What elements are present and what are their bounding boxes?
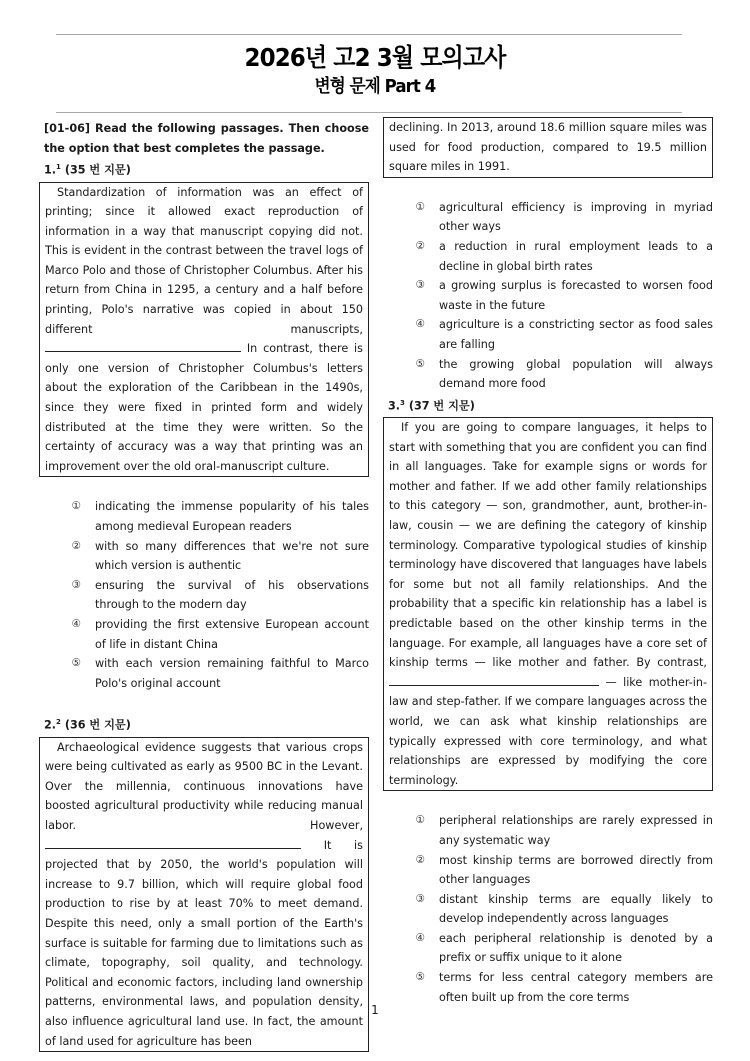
passage-text-continued: declining. In 2013, around 18.6 million square miles was used for food production, compared to 19.5 million square miles in 1991. (389, 121, 707, 174)
option-3[interactable] (39, 576, 369, 615)
footnote-marker: 2 (56, 718, 61, 727)
option-number: ③ (415, 892, 425, 905)
top-rule (56, 34, 682, 35)
option-text: indicating the immense popularity of his tales among medieval European readers (95, 500, 369, 534)
question-1-options (39, 497, 369, 693)
question-number: 1. (44, 163, 57, 177)
question-source: (36 번 지문) (64, 719, 131, 733)
right-column (383, 117, 713, 1007)
option-text: peripheral relationships are rarely expressed in any systematic way (439, 814, 713, 847)
instructions: [01-06] Read the following passages. Then choose the option that best completes the passage. (44, 122, 369, 155)
passage-text-after: — like mother-in-law and step-father. If we compare languages across the world, we can ask what kinship relationships are typically expressed with core terminology, and what relationships are expressed by modifying the core terminology. (389, 675, 707, 787)
question-3-options (383, 811, 713, 1007)
option-text: terms for less central category members are often built up from the core terms (439, 971, 713, 1004)
option-number: ① (71, 500, 81, 513)
option-number: ② (71, 539, 81, 552)
option-text: the growing global population will always demand more food (439, 357, 713, 391)
question-2-options (383, 198, 713, 394)
question-source: (35 번 지문) (64, 163, 131, 177)
option-text: distant kinship terms are equally likely to develop independently across languages (439, 892, 713, 926)
option-3[interactable] (383, 276, 713, 315)
left-column (39, 117, 369, 1052)
option-1[interactable] (39, 497, 369, 536)
option-number: ① (415, 814, 425, 827)
answer-blank (45, 339, 241, 352)
question-3-heading (388, 394, 713, 416)
option-number: ④ (415, 931, 425, 944)
option-number: ⑤ (71, 657, 81, 670)
question-1-heading (44, 158, 369, 180)
footnote-marker: 1 (56, 163, 61, 172)
option-5[interactable] (39, 654, 369, 693)
question-1-passage (39, 182, 369, 478)
question-source: (37 번 지문) (408, 399, 475, 413)
option-text: with so many differences that we're not sure which version is authentic (95, 539, 369, 573)
question-3-passage (383, 417, 713, 791)
option-number: ③ (71, 578, 81, 591)
option-text: each peripheral relationship is denoted by a prefix or suffix unique to it alone (439, 931, 713, 965)
option-1[interactable] (383, 811, 713, 850)
passage-text-after: It is projected that by 2050, the world's population will increase to 9.7 billion, which will require global food production to rise by at least 70% to meet demand. Despite this need, only a small portion of the Earth's surface is suitable for farming due to limitations such as climate, topography, soil quality, and technology. Political and economic factors, including land ownership patterns, environmental laws, and population density, also influence agricultural land use. In fact, the amount of land used for agriculture has been (45, 838, 363, 1048)
option-number: ④ (71, 617, 81, 630)
option-number: ② (415, 853, 425, 866)
option-4[interactable] (383, 929, 713, 968)
option-number: ⑤ (415, 357, 425, 370)
option-text: a growing surplus is forecasted to worsen food waste in the future (439, 279, 713, 312)
option-2[interactable] (383, 851, 713, 890)
answer-blank (45, 836, 301, 849)
option-3[interactable] (383, 890, 713, 929)
passage-text-before: If you are going to compare languages, it helps to start with something that you are confident you can find in all languages. Take for example signs or words for mother and father. If we add other family relationships to this category — son, grandmother, aunt, brother-in-law, cousin — we are defining the category of kinship terminology. Comparative typological studies of kinship terminology have discovered that languages have labels for some but not all family relationships. And the probability that a specific kin relationship has a label is predictable based on the other kinship terms in the language. For example, all languages have a core set of kinship terms — like mother and father. By contrast, (389, 421, 707, 670)
page-title: 2026년 고2 3월 모의고사 (244, 43, 506, 72)
option-text: a reduction in rural employment leads to a decline in global birth rates (439, 239, 713, 273)
question-2-heading (44, 713, 369, 735)
option-5[interactable] (383, 355, 713, 394)
page-number: 1 (371, 1003, 379, 1017)
option-text: ensuring the survival of his observations through to the modern day (95, 578, 369, 612)
option-text: providing the first extensive European account of life in distant China (95, 617, 369, 651)
question-2-passage-continued (383, 117, 713, 178)
option-1[interactable] (383, 198, 713, 237)
option-text: with each version remaining faithful to Marco Polo's original account (95, 657, 369, 690)
header-bottom-rule (56, 112, 682, 113)
answer-blank (389, 673, 599, 686)
passage-text-before: Archaeological evidence suggests that various crops were being cultivated as early as 9500 BC in the Levant. Over the millennia, continuous innovations have boosted agricultural productivity while reducing manual labor. However, (45, 740, 363, 833)
passage-text-before: Standardization of information was an effect of printing; since it allowed exact reproduction of information in a way that manuscript copying did not. This is evident in the contrast between the travel logs of Marco Polo and those of Christopher Columbus. After his return from China in 1295, a century and a half before printing, Polo's narrative was copied in about 150 different manuscripts, (45, 185, 363, 336)
option-text: most kinship terms are borrowed directly from other languages (439, 853, 713, 887)
option-2[interactable] (39, 537, 369, 576)
question-number: 3. (388, 399, 401, 413)
question-number: 2. (44, 719, 57, 733)
passage-text-after: In contrast, there is only one version of Christopher Columbus's letters about the exploration of the Caribbean in the 1490s, since they were fixed in printed form and widely distributed at the time they were written. So the certainty of accuracy was a way that printing was an improvement over the old oral-manuscript culture. (45, 342, 363, 473)
option-2[interactable] (383, 237, 713, 276)
option-number: ④ (415, 318, 425, 331)
option-number: ③ (415, 279, 425, 292)
option-number: ① (415, 200, 425, 213)
option-text: agricultural efficiency is improving in myriad other ways (439, 200, 713, 234)
option-text: agriculture is a constricting sector as food sales are falling (439, 318, 713, 351)
option-4[interactable] (39, 615, 369, 654)
footnote-marker: 3 (400, 398, 405, 407)
option-4[interactable] (383, 315, 713, 354)
option-number: ⑤ (415, 971, 425, 984)
page-subtitle: 변형 문제 Part 4 (314, 76, 436, 97)
option-number: ② (415, 239, 425, 252)
option-5[interactable] (383, 968, 713, 1007)
